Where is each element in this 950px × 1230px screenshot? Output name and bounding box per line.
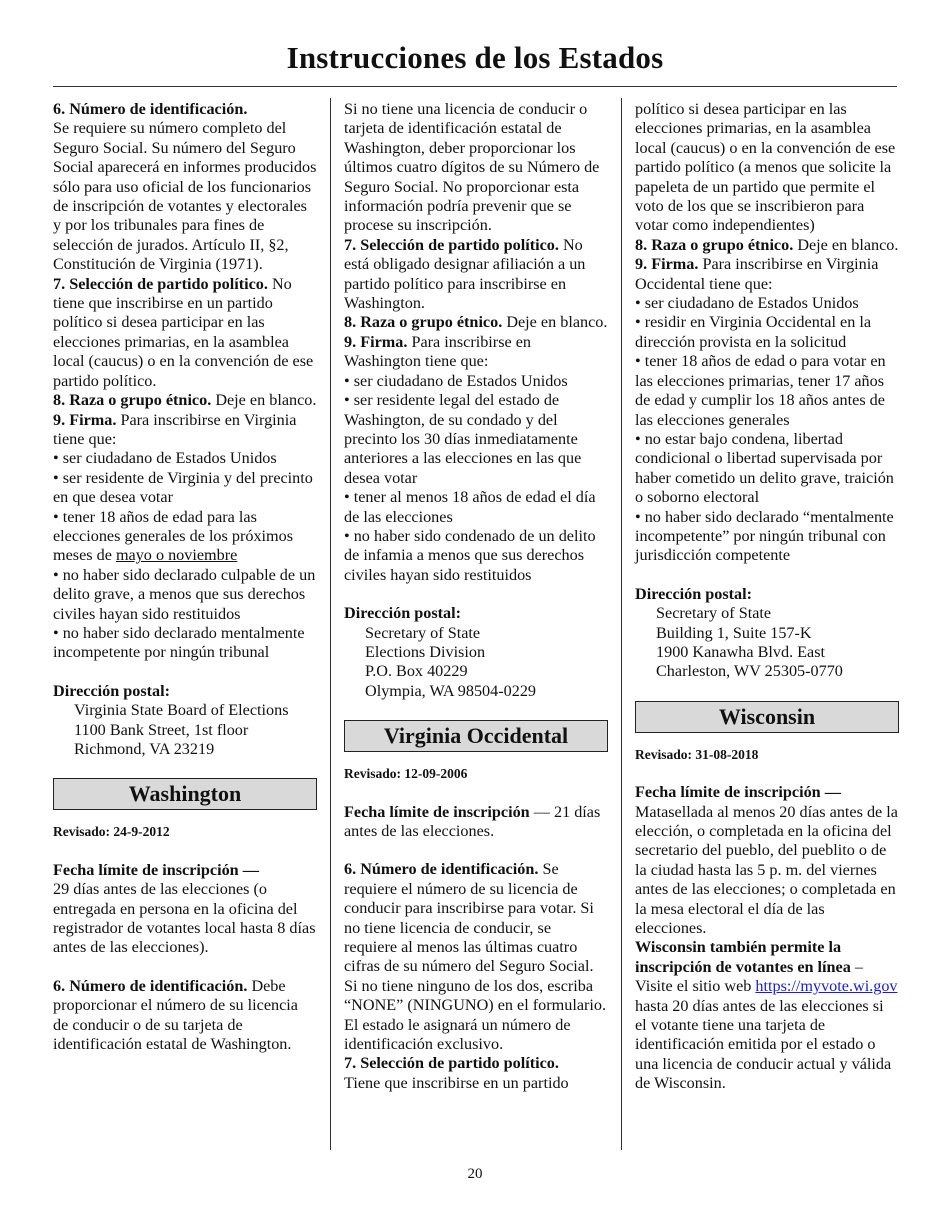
wa-race-text: Deje en blanco.: [506, 313, 608, 332]
va-address-line: Richmond, VA 23219: [74, 740, 215, 758]
wa-party-heading: 7. Selección de partido político.: [344, 235, 559, 254]
wv-party-text: Tiene que inscribirse en un partido: [344, 1073, 569, 1092]
va-requirement: • no haber sido declarado mentalmente incompetente por ningún tribunal: [53, 623, 305, 662]
wi-online-section: [635, 938, 899, 1093]
myvote-link[interactable]: https://myvote.wi.gov: [755, 977, 898, 996]
wa-requirement: • tener al menos 18 años de edad el día de las elecciones: [344, 488, 596, 526]
column-divider-1: [330, 98, 331, 1150]
va-election-months: mayo o noviembre: [115, 546, 238, 565]
va-mail-heading: Dirección postal:: [53, 681, 171, 700]
va-signature-section: [53, 411, 317, 450]
wi-online-text-end: hasta 20 días antes de las elecciones si el votante tiene una tarjeta de identificación emitida por el estado o una licencia de conducir actual y válida de Wisconsin.: [635, 996, 892, 1093]
wv-requirement: • no haber sido declarado “mentalmente incompetente” por ningún tribunal con jurisdicción competente: [635, 507, 894, 565]
wa-deadline-text: 29 días antes de las elecciones (o entregada en persona en la oficina del registrador de votantes local hasta 8 días antes de las elecciones).: [53, 880, 316, 957]
wa-deadline-heading: Fecha límite de inscripción —: [53, 860, 259, 879]
wv-requirement: • residir en Virginia Occidental en la dirección provista en la solicitud: [635, 313, 872, 351]
wi-deadline-heading: Fecha límite de inscripción —: [635, 783, 841, 802]
column-1: [53, 100, 317, 1054]
wa-race-heading: 8. Raza o grupo étnico.: [344, 313, 503, 332]
va-party-heading: 7. Selección de partido político.: [53, 274, 268, 293]
wisconsin-state-header: Wisconsin: [635, 701, 899, 733]
va-requirement: [53, 508, 317, 566]
wi-revised-date: Revisado: 31-08-2018: [635, 746, 759, 762]
wa-requirement: • ser ciudadano de Estados Unidos: [344, 371, 568, 390]
wi-deadline-section: [635, 783, 899, 938]
title-rule: [53, 86, 897, 87]
west-virginia-state-header: Virginia Occidental: [344, 720, 608, 752]
wi-deadline-text: Matasellada al menos 20 días antes de la elección, o completada en la oficina del secretario del pueblo, del pueblito o de la ciudad hasta las 5 p. m. del viernes antes de las elecciones; o completada en la mesa electoral el día de las elecciones.: [635, 802, 898, 938]
wa-signature-heading: 9. Firma.: [344, 332, 408, 351]
wa-revised-date: Revisado: 24-9-2012: [53, 824, 170, 840]
column-divider-2: [621, 98, 622, 1150]
wv-address-line: 1900 Kanawha Blvd. East: [656, 642, 826, 661]
wv-party-text-continued: político si desea participar en las elecciones primarias, en la asamblea local (caucus) o en la convención de ese partido político (a menos que solicite la papeleta de un partido que permite el voto de los que se inscribieron para votar como independientes): [635, 100, 896, 235]
wa-address-line: Elections Division: [365, 642, 486, 661]
va-party-text: No tiene que inscribirse en un partido político si desea participar en las elecciones primarias, en la asamblea local (caucus) o en la convención de ese partido político.: [53, 274, 314, 390]
page-number: 20: [467, 1166, 483, 1182]
wv-deadline-text: — 21 días antes de las elecciones.: [344, 802, 601, 840]
wv-revised-date: Revisado: 12-09-2006: [344, 766, 468, 782]
va-race-heading: 8. Raza o grupo étnico.: [53, 391, 212, 410]
wa-mail-heading: Dirección postal:: [344, 604, 462, 623]
wv-mail-heading: Dirección postal:: [635, 584, 753, 603]
va-id-heading: 6. Número de identificación.: [53, 100, 248, 118]
wi-online-text: – Visite el sitio web: [635, 957, 863, 996]
wv-race-section: [635, 236, 899, 255]
wv-deadline-section: [344, 803, 608, 842]
va-signature-heading: 9. Firma.: [53, 410, 117, 429]
wv-address-line: Charleston, WV 25305-0770: [656, 662, 843, 681]
wa-requirement: • no haber sido condenado de un delito de infamia a menos que sus derechos civiles hayan sido restituidos: [344, 526, 596, 584]
wv-requirement: • ser ciudadano de Estados Unidos: [635, 294, 859, 313]
wv-requirement: • no estar bajo condena, libertad condicional o libertad supervisada por haber cometido un delito grave, traición o soborno electoral: [635, 429, 894, 507]
wv-signature-heading: 9. Firma.: [635, 255, 699, 274]
wv-signature-text: Para inscribirse en Virginia Occidental tiene que:: [635, 255, 879, 293]
wa-party-section: [344, 236, 608, 314]
wv-race-text: Deje en blanco.: [797, 235, 899, 254]
wa-signature-text: Para inscribirse en Washington tiene que:: [344, 332, 532, 371]
va-race-section: [53, 391, 317, 410]
wv-deadline-heading: Fecha límite de inscripción: [344, 802, 530, 821]
wa-address-line: P.O. Box 40229: [365, 662, 468, 681]
wa-id-text: Debe proporcionar el número de su licencia de conducir o de su tarjeta de identificación estatal de Washington.: [53, 976, 298, 1054]
va-address-line: Virginia State Board of Elections: [74, 701, 289, 720]
wv-signature-section: [635, 255, 899, 294]
wv-id-section: [344, 860, 608, 1054]
wa-party-text: No está obligado designar afiliación a un partido político para inscribirse en Washington.: [344, 235, 586, 313]
va-signature-text: Para inscribirse en Virginia tiene que:: [53, 410, 297, 448]
wa-id-text-continued: Si no tiene una licencia de conducir o tarjeta de identificación estatal de Washington, deber proporcionar los últimos cuatro dígitos de su Número de Seguro Social. No proporcionar esta información podría prevenir que se procese su inscripción.: [344, 100, 600, 235]
wv-id-heading: 6. Número de identificación.: [344, 860, 539, 879]
wi-online-heading: Wisconsin también permite la inscripción de votantes en línea: [635, 938, 851, 976]
wa-id-section: [53, 977, 317, 1055]
va-requirement: • ser residente de Virginia y del precinto en que desea votar: [53, 468, 313, 507]
va-requirement: • no haber sido declarado culpable de un delito grave, a menos que sus derechos civiles hayan sido restituidos: [53, 565, 316, 623]
wa-race-section: [344, 313, 608, 332]
va-requirement-text: • tener 18 años de edad para las elecciones generales de los próximos meses de: [53, 507, 294, 565]
wv-requirement: • tener 18 años de edad o para votar en las elecciones primarias, tener 17 años de edad y cumplir los 18 años antes de las elecciones generales: [635, 352, 886, 429]
wv-race-heading: 8. Raza o grupo étnico.: [635, 235, 794, 254]
wa-address-line: Olympia, WA 98504-0229: [365, 681, 537, 700]
wv-address-line: Building 1, Suite 157-K: [656, 623, 812, 642]
va-race-text: Deje en blanco.: [215, 391, 317, 410]
wv-id-text: Se requiere el número de su licencia de conducir para inscribirse para votar. Si no tiene licencia de conducir, se requiere al menos las últimas cuatro cifras de su número del Seguro Social. Si no tiene ninguno de los dos, escriba “NONE” (NINGUNO) en el formulario. El estado le asignará un número de identificación exclusivo.: [344, 860, 607, 1054]
wv-address-line: Secretary of State: [656, 604, 772, 623]
va-address-line: 1100 Bank Street, 1st floor: [74, 720, 249, 739]
column-3: [635, 100, 899, 1094]
washington-state-header: Washington: [53, 778, 317, 810]
va-id-text: Se requiere su número completo del Seguro Social. Su número del Seguro Social aparecerá en informes producidos sólo para uso oficial de los funcionarios de inscripción de votantes y electorales y por los tribunales para fines de selección de jurados. Artículo II, §2, Constitución de Virginia (1971).: [53, 119, 317, 274]
wv-party-heading: 7. Selección de partido político.: [344, 1054, 559, 1073]
wa-deadline-section: [53, 861, 317, 958]
wa-address-line: Secretary of State: [365, 623, 481, 642]
column-2: [344, 100, 608, 1093]
wa-signature-section: [344, 333, 608, 372]
wa-id-heading: 6. Número de identificación.: [53, 976, 248, 995]
page-title: Instrucciones de los Estados: [286, 40, 664, 75]
va-requirement: • ser ciudadano de Estados Unidos: [53, 449, 277, 468]
wa-requirement: • ser residente legal del estado de Washington, de su condado y del precinto los 30 días inmediatamente anteriores a las elecciones en las que desea votar: [344, 391, 582, 487]
va-id-section: [53, 100, 317, 275]
wv-party-section: [344, 1054, 608, 1093]
va-party-section: [53, 275, 317, 391]
